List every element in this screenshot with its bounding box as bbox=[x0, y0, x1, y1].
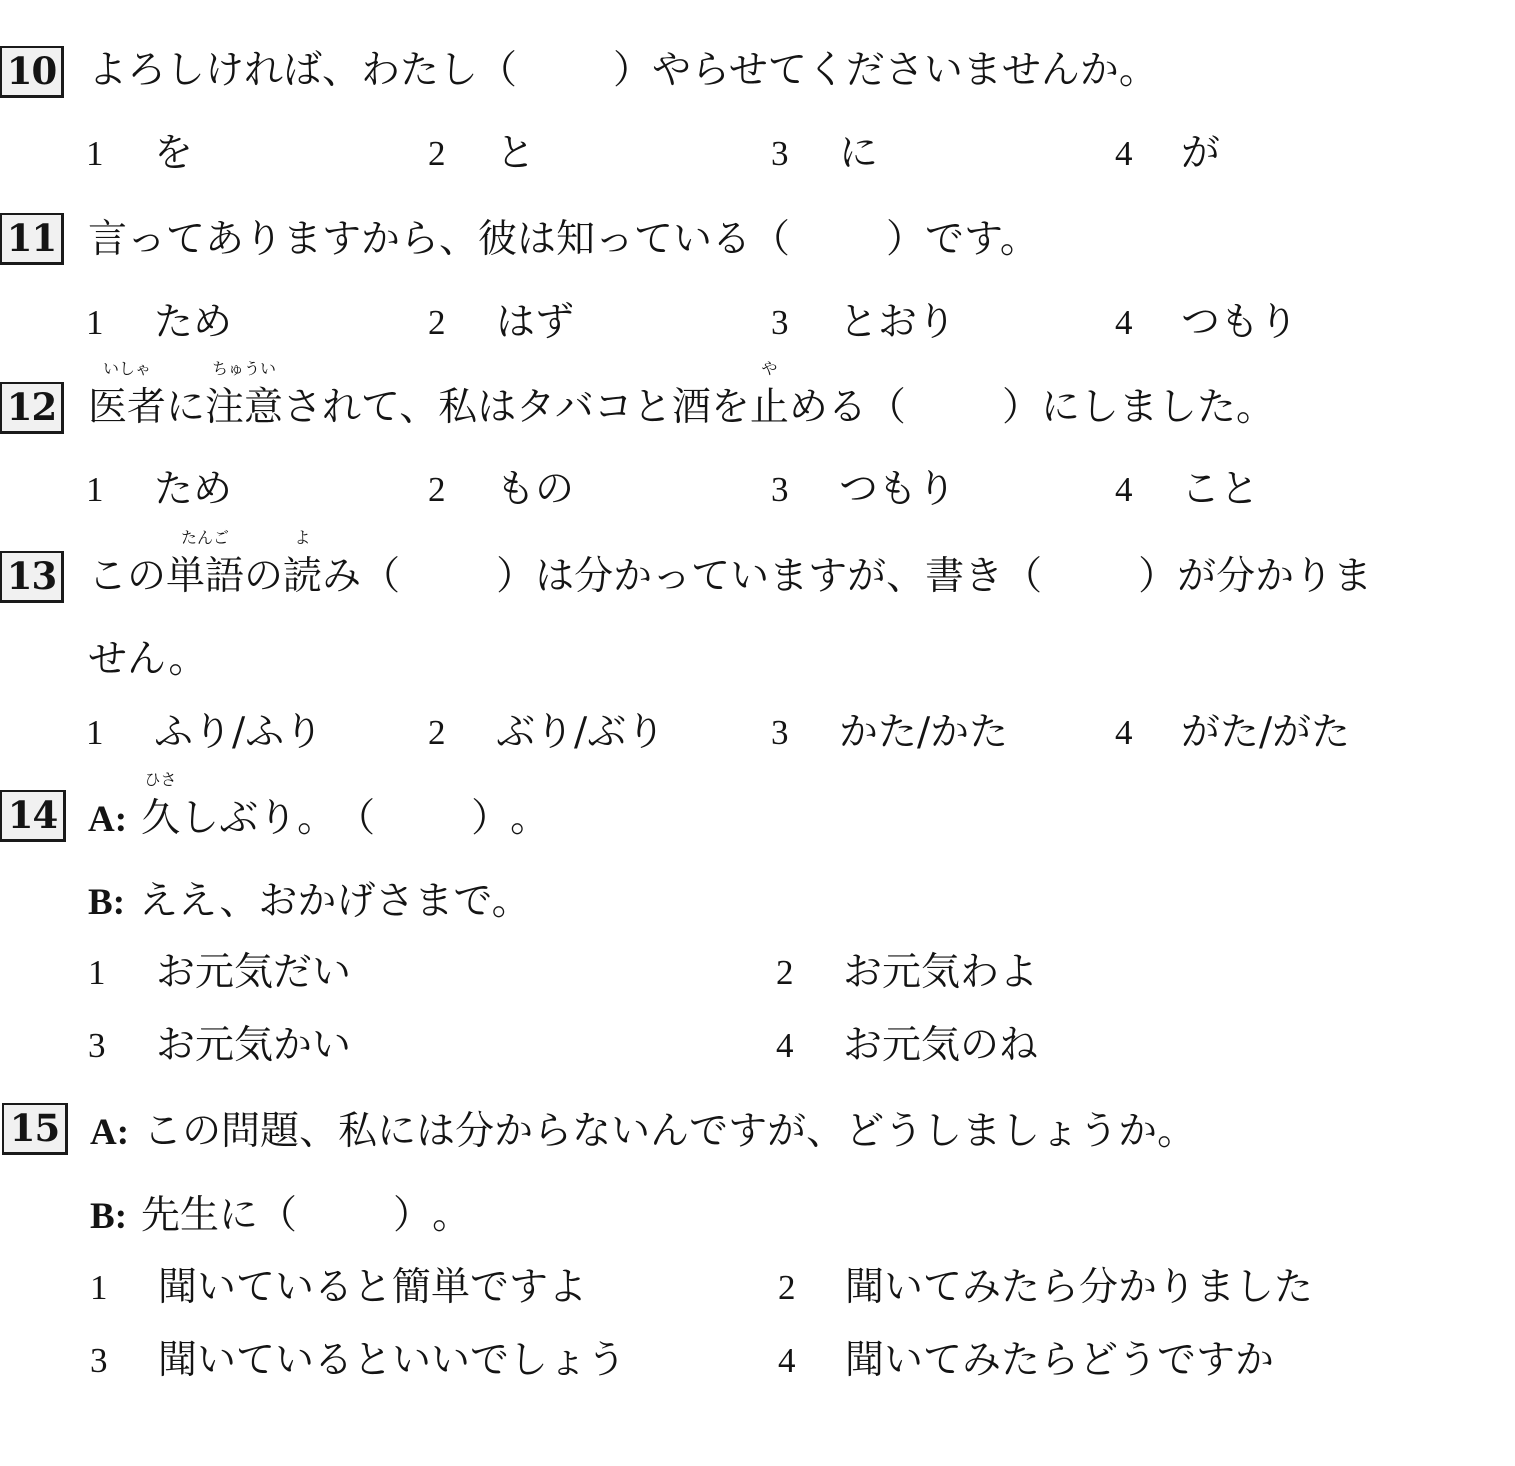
option-text: もの bbox=[496, 467, 575, 512]
blank-open-paren: （ bbox=[361, 554, 401, 599]
sentence-text: 。 bbox=[510, 796, 550, 841]
option-text: と bbox=[496, 131, 536, 176]
blank-open-paren: （ bbox=[258, 1193, 298, 1238]
sentence-text: 言ってありますから、彼は知っている bbox=[88, 217, 752, 262]
option-number: 1 bbox=[86, 303, 104, 342]
sentence-text: この問題、私には分からないんですが、どうしましょうか。 bbox=[143, 1109, 1197, 1154]
speaker-label: B bbox=[90, 1196, 115, 1237]
option-number: 2 bbox=[428, 470, 446, 509]
option-text: つもり bbox=[839, 467, 957, 512]
sentence-text: める bbox=[788, 385, 867, 430]
option-number: 1 bbox=[86, 134, 104, 173]
ruby-word bbox=[749, 359, 789, 432]
option-number: 4 bbox=[776, 1026, 794, 1065]
option-text: がた/がた bbox=[1181, 710, 1351, 755]
furigana: たんご bbox=[181, 528, 230, 547]
kanji: 医者 bbox=[88, 385, 167, 430]
ruby-word bbox=[283, 528, 323, 601]
ruby-word bbox=[166, 528, 245, 601]
option-text: かた/かた bbox=[839, 710, 1009, 755]
dialogue-line-a bbox=[90, 1108, 1196, 1157]
option-text: はず bbox=[496, 300, 575, 345]
question-sentence bbox=[88, 528, 1373, 601]
option-number: 3 bbox=[771, 713, 789, 752]
sentence-text: は分かっていますが、書き bbox=[535, 554, 1004, 599]
blank-open-paren: （ bbox=[336, 796, 376, 841]
sentence-text: です。 bbox=[925, 217, 1039, 262]
option-text: とおり bbox=[839, 300, 957, 345]
option-text: が bbox=[1181, 131, 1221, 176]
option-text: こと bbox=[1181, 467, 1260, 512]
sentence-text: に bbox=[166, 385, 206, 430]
option-number: 3 bbox=[771, 134, 789, 173]
option-text: ため bbox=[154, 300, 233, 345]
option-number: 2 bbox=[428, 134, 446, 173]
furigana: や bbox=[761, 359, 778, 378]
option-text: お元気かい bbox=[156, 1023, 352, 1068]
blank-open-paren: （ bbox=[1003, 554, 1043, 599]
option-number: 3 bbox=[771, 303, 789, 342]
sentence-text: ええ、おかげさまで。 bbox=[139, 879, 531, 924]
ruby-word bbox=[205, 359, 284, 432]
option-text: ため bbox=[154, 467, 233, 512]
speaker-colon: : bbox=[114, 799, 128, 840]
speaker-label: B bbox=[88, 882, 113, 923]
blank-close-paren: ） bbox=[1138, 554, 1178, 599]
option-number: 4 bbox=[1115, 713, 1133, 752]
sentence-text: み bbox=[322, 554, 362, 599]
option-text: を bbox=[154, 131, 194, 176]
option-text: 聞いてみたら分かりました bbox=[845, 1265, 1314, 1310]
option-text: つもり bbox=[1181, 300, 1299, 345]
kanji: 注意 bbox=[205, 385, 284, 430]
sentence-text: 先生に bbox=[141, 1193, 259, 1238]
question-sentence bbox=[88, 359, 1275, 432]
furigana: ひさ bbox=[144, 770, 177, 789]
ruby-word bbox=[88, 359, 167, 432]
question-sentence bbox=[88, 47, 1158, 95]
option-number: 4 bbox=[1115, 303, 1133, 342]
option-number: 2 bbox=[428, 713, 446, 752]
kanji: 読 bbox=[283, 554, 323, 599]
sentence-text: の bbox=[244, 554, 284, 599]
option-number: 3 bbox=[90, 1341, 108, 1380]
blank-open-paren: （ bbox=[478, 48, 518, 93]
sentence-text: にしました。 bbox=[1040, 385, 1275, 430]
option-number: 2 bbox=[428, 303, 446, 342]
blank-close-paren: ） bbox=[393, 1193, 433, 1238]
option-number: 3 bbox=[88, 1026, 106, 1065]
blank-close-paren: ） bbox=[1001, 385, 1041, 430]
dialogue-line-a bbox=[88, 770, 550, 844]
question-number: 13 bbox=[0, 551, 64, 603]
furigana: よ bbox=[294, 528, 311, 547]
option-number: 1 bbox=[90, 1268, 108, 1307]
dialogue-line-b bbox=[88, 878, 531, 927]
speaker-label: A bbox=[88, 799, 115, 840]
option-text: ふり/ふり bbox=[154, 710, 324, 755]
kanji: 単語 bbox=[166, 554, 245, 599]
kanji: 止 bbox=[749, 385, 789, 430]
question-number: 12 bbox=[0, 382, 64, 434]
question-number: 14 bbox=[0, 790, 66, 842]
sentence-text: が分かりま bbox=[1177, 554, 1373, 599]
option-text: お元気のね bbox=[843, 1023, 1039, 1068]
dialogue-line-b bbox=[90, 1192, 471, 1241]
option-number: 1 bbox=[86, 713, 104, 752]
option-text: ぶり/ぶり bbox=[496, 710, 666, 755]
option-text: お元気わよ bbox=[843, 950, 1039, 995]
option-number: 1 bbox=[88, 953, 106, 992]
sentence-text: よろしければ、わたし bbox=[88, 48, 479, 93]
option-number: 3 bbox=[771, 470, 789, 509]
option-text: に bbox=[839, 131, 879, 176]
speaker-label: A bbox=[90, 1112, 117, 1153]
furigana: いしゃ bbox=[102, 359, 152, 378]
blank-open-paren: （ bbox=[751, 217, 791, 262]
question-sentence bbox=[88, 216, 1039, 264]
sentence-text: しぶり。 bbox=[180, 796, 337, 841]
option-number: 4 bbox=[1115, 470, 1133, 509]
speaker-colon: : bbox=[116, 1112, 130, 1153]
kanji: 久 bbox=[141, 796, 181, 841]
sentence-text: されて、私はタバコと酒を bbox=[283, 385, 750, 430]
option-number: 2 bbox=[778, 1268, 796, 1307]
blank-open-paren: （ bbox=[866, 385, 906, 430]
question-sentence-continued: せん。 bbox=[88, 637, 208, 682]
option-number: 4 bbox=[1115, 134, 1133, 173]
sentence-text: この bbox=[88, 554, 167, 599]
option-number: 1 bbox=[86, 470, 104, 509]
option-text: 聞いてみたらどうですか bbox=[845, 1338, 1275, 1383]
ruby-word bbox=[141, 770, 181, 843]
speaker-colon: : bbox=[114, 1196, 128, 1237]
blank-close-paren: ） bbox=[471, 796, 511, 841]
blank-close-paren: ） bbox=[613, 48, 653, 93]
option-number: 4 bbox=[778, 1341, 796, 1380]
option-text: 聞いているといいでしょう bbox=[158, 1338, 627, 1383]
question-number: 15 bbox=[2, 1103, 68, 1155]
option-text: 聞いていると簡単ですよ bbox=[158, 1265, 588, 1310]
blank-close-paren: ） bbox=[496, 554, 536, 599]
question-number: 10 bbox=[0, 46, 64, 98]
speaker-colon: : bbox=[112, 882, 126, 923]
option-text: お元気だい bbox=[156, 950, 352, 995]
question-number: 11 bbox=[0, 213, 64, 265]
furigana: ちゅうい bbox=[212, 359, 277, 378]
sentence-text: やらせてくださいませんか。 bbox=[652, 48, 1158, 93]
blank-close-paren: ） bbox=[886, 217, 926, 262]
option-number: 2 bbox=[776, 953, 794, 992]
sentence-text: 。 bbox=[432, 1193, 472, 1238]
